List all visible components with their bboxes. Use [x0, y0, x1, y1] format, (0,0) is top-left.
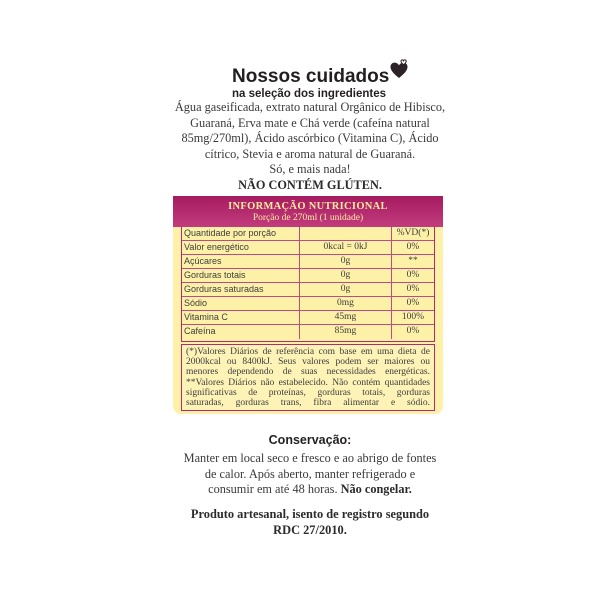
- hearts-icon: [388, 58, 410, 80]
- storage-text: [150, 451, 470, 498]
- ingredients-line: Guaraná, Erva mate e Chá verde (cafeína natural: [190, 115, 430, 130]
- nutrition-table: [181, 227, 435, 342]
- nutrient-dv: 0%: [406, 298, 420, 308]
- nutrient-dv: 0%: [406, 270, 420, 280]
- nutrient-name: Valor energético: [182, 241, 300, 254]
- nutrient-name: Sódio: [182, 297, 300, 310]
- nutrient-dv: 0%: [406, 242, 420, 252]
- storage-line: [150, 482, 470, 498]
- footnote-line: 2000kcal ou 8400kJ. Seus valores podem ser maiores ou: [186, 357, 430, 368]
- table-row: [182, 269, 434, 283]
- nutrient-name: Vitamina C: [182, 311, 300, 324]
- nutrient-name: Cafeína: [182, 325, 300, 339]
- column-header-amount: [300, 227, 392, 240]
- column-header-label: Quantidade por porção: [182, 227, 300, 240]
- nutrient-amount: 45mg: [300, 311, 392, 324]
- nutrient-amount: 0kcal = 0kJ: [300, 241, 392, 254]
- table-row: [182, 311, 434, 325]
- nutrient-dv: 100%: [401, 312, 425, 322]
- nutrient-name: Gorduras totais: [182, 269, 300, 282]
- footnote-line: **Valores Diários não estabelecido. Não contém quantidades: [186, 377, 430, 388]
- nutrient-amount: 0g: [300, 283, 392, 296]
- ingredients-line: 85mg/270ml), Ácido ascórbico (Vitamina C), Ácido: [181, 131, 439, 145]
- nutrient-name: Gorduras saturadas: [182, 283, 300, 296]
- ingredients-line: Água gaseificada, extrato natural Orgânico de Hibisco,: [174, 100, 446, 114]
- nutrient-amount: 0g: [300, 269, 392, 282]
- nutrient-amount: 85mg: [300, 325, 392, 339]
- ingredients-line: cítrico, Stevia e aroma natural de Guaraná.: [204, 146, 416, 161]
- nutrient-dv: 0%: [406, 326, 420, 336]
- footnote-line: significativas de proteínas, gorduras totais, gorduras: [186, 387, 430, 398]
- nutrition-footnote: [181, 344, 435, 411]
- ingredients-text: [150, 100, 470, 193]
- nutrition-panel: [173, 196, 443, 414]
- legal-line: Produto artesanal, isento de registro segundo: [190, 507, 430, 521]
- table-row: [182, 297, 434, 311]
- storage-line-text: consumir em até 48 horas.: [208, 482, 341, 496]
- nutrient-name: Açúcares: [182, 255, 300, 268]
- nutrition-header: [173, 196, 443, 227]
- table-row: [182, 283, 434, 297]
- nutrition-title: INFORMAÇÃO NUTRICIONAL: [228, 201, 388, 212]
- storage-title: Conservação:: [268, 433, 352, 447]
- footnote-line: menores dependendo de suas necessidades energéticas.: [186, 367, 430, 378]
- legal-line: RDC 27/2010.: [273, 523, 347, 537]
- nutrient-amount: 0g: [300, 255, 392, 268]
- footnote-line: (*)Valores Diários de referência com base em uma dieta de: [186, 347, 430, 357]
- nutrient-dv: 0%: [406, 284, 420, 294]
- page-subtitle: na seleção dos ingredientes: [232, 88, 387, 100]
- ingredients-tagline: Só, e mais nada!: [269, 162, 351, 176]
- table-header-row: [182, 227, 434, 241]
- storage-emphasis: Não congelar.: [340, 482, 412, 496]
- storage-line: Manter em local seco e fresco e ao abrigo de fontes: [183, 451, 437, 465]
- page-title: Nossos cuidados: [232, 66, 390, 87]
- legal-notice: [150, 506, 470, 538]
- storage-line: de calor. Após aberto, manter refrigerado e: [204, 466, 416, 481]
- nutrient-amount: 0mg: [300, 297, 392, 310]
- footnote-line: saturadas, gorduras trans, fibra alimentar e sódio.: [186, 398, 430, 409]
- gluten-notice: NÃO CONTÉM GLÚTEN.: [238, 177, 382, 192]
- serving-size: Porção de 270ml (1 unidade): [252, 213, 364, 223]
- column-header-dv: %VD(*): [396, 228, 430, 238]
- table-row: [182, 255, 434, 269]
- table-row: [182, 325, 434, 339]
- nutrient-dv: **: [408, 256, 418, 266]
- table-row: [182, 241, 434, 255]
